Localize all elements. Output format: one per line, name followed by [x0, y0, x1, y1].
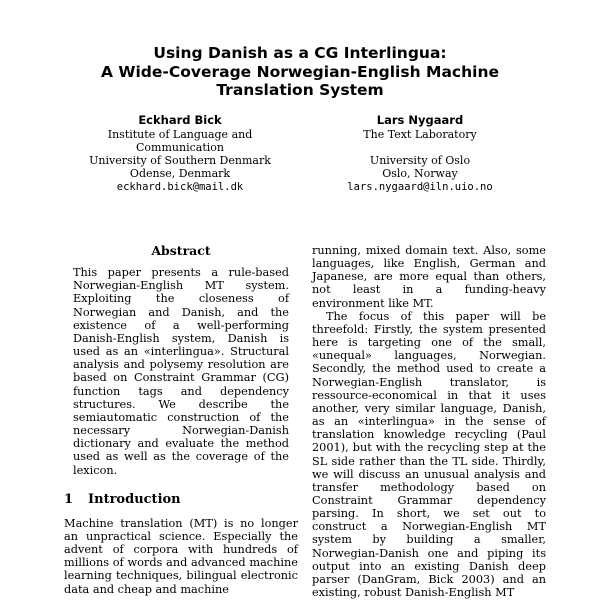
section-heading-introduction: [64, 493, 298, 506]
author-left: [60, 113, 300, 195]
section-title: Introduction: [88, 491, 181, 507]
author-name: Eckhard Bick: [138, 112, 222, 127]
paper-title-line-3: Translation System: [216, 81, 384, 99]
abstract-heading: Abstract: [151, 243, 211, 259]
author-email: lars.nygaard@iln.uio.no: [347, 180, 493, 193]
author-affiliation-line: Communication: [136, 140, 224, 154]
author-affiliation-line: [300, 141, 540, 154]
right-column-paragraph-2: The focus of this paper will be threefold: Firstly, the system presented here is targeting one of the small, «unequal» languages, Norwegian. Secondly, the method used to create a Norwegian-English translator, is ressource-economical in that it uses another, very similar language, Danish, as an «interlingua» in the sense of translation knowledge recycling (Paul 2001), but with the recycling step at the SL side rather than the TL side. Thirdly, we will discuss an unusual analysis and transfer methodology based on Constraint Grammar dependency parsing. In short, we set out to construct a Norwegian-English MT system by building a smaller, Norwegian-Danish one and piping its output into an existing Danish deep parser (DanGram, Bick 2003) and an existing, robust Danish-English MT: [312, 309, 546, 600]
paper-title-line-2: A Wide-Coverage Norwegian-English Machine: [101, 62, 499, 81]
body-columns: [0, 244, 600, 599]
author-affiliation-line: Institute of Language and: [107, 127, 253, 141]
section-number: 1: [64, 491, 74, 507]
author-affiliation-line: University of Southern Denmark: [89, 153, 271, 167]
abstract-text: This paper presents a rule-based Norwegian-English MT system. Exploiting the closeness of Norwegian and Danish, and the existence of a well-performing Danish-English system, Danish is used as an «interlingua». Structural analysis and polysemy resolution are based on Constraint Grammar (CG) function tags and dependency structures. We describe the semiautomatic construction of the necessary Norwegian-Danish dictionary and evaluate the method used as well as the coverage of the lexicon.: [73, 266, 289, 477]
author-affiliation-line: University of Oslo: [369, 153, 471, 167]
author-right: [300, 113, 540, 195]
paper-title: [0, 44, 600, 100]
authors-block: [0, 113, 600, 195]
abstract-section: [64, 244, 298, 477]
author-affiliation-line: The Text Laboratory: [363, 127, 477, 141]
right-column-paragraph-1: running, mixed domain text. Also, some languages, like English, German and Japanese, are more equal than others, not least in a funding-heavy environment like MT.: [312, 244, 546, 310]
paper-title-line-1: Using Danish as a CG Interlingua:: [153, 44, 447, 62]
left-column: [64, 244, 298, 599]
introduction-paragraph: Machine translation (MT) is no longer an unpractical science. Especially the advent of corpora with hundreds of millions of words and advanced machine learning techniques, bilingual electronic data and cheap and machine: [64, 516, 298, 596]
author-affiliation-line: Oslo, Norway: [382, 167, 458, 181]
right-column: [312, 244, 546, 599]
author-email: eckhard.bick@mail.dk: [116, 180, 244, 193]
author-affiliation-line: Odense, Denmark: [129, 167, 231, 181]
author-name: Lars Nygaard: [376, 112, 464, 127]
